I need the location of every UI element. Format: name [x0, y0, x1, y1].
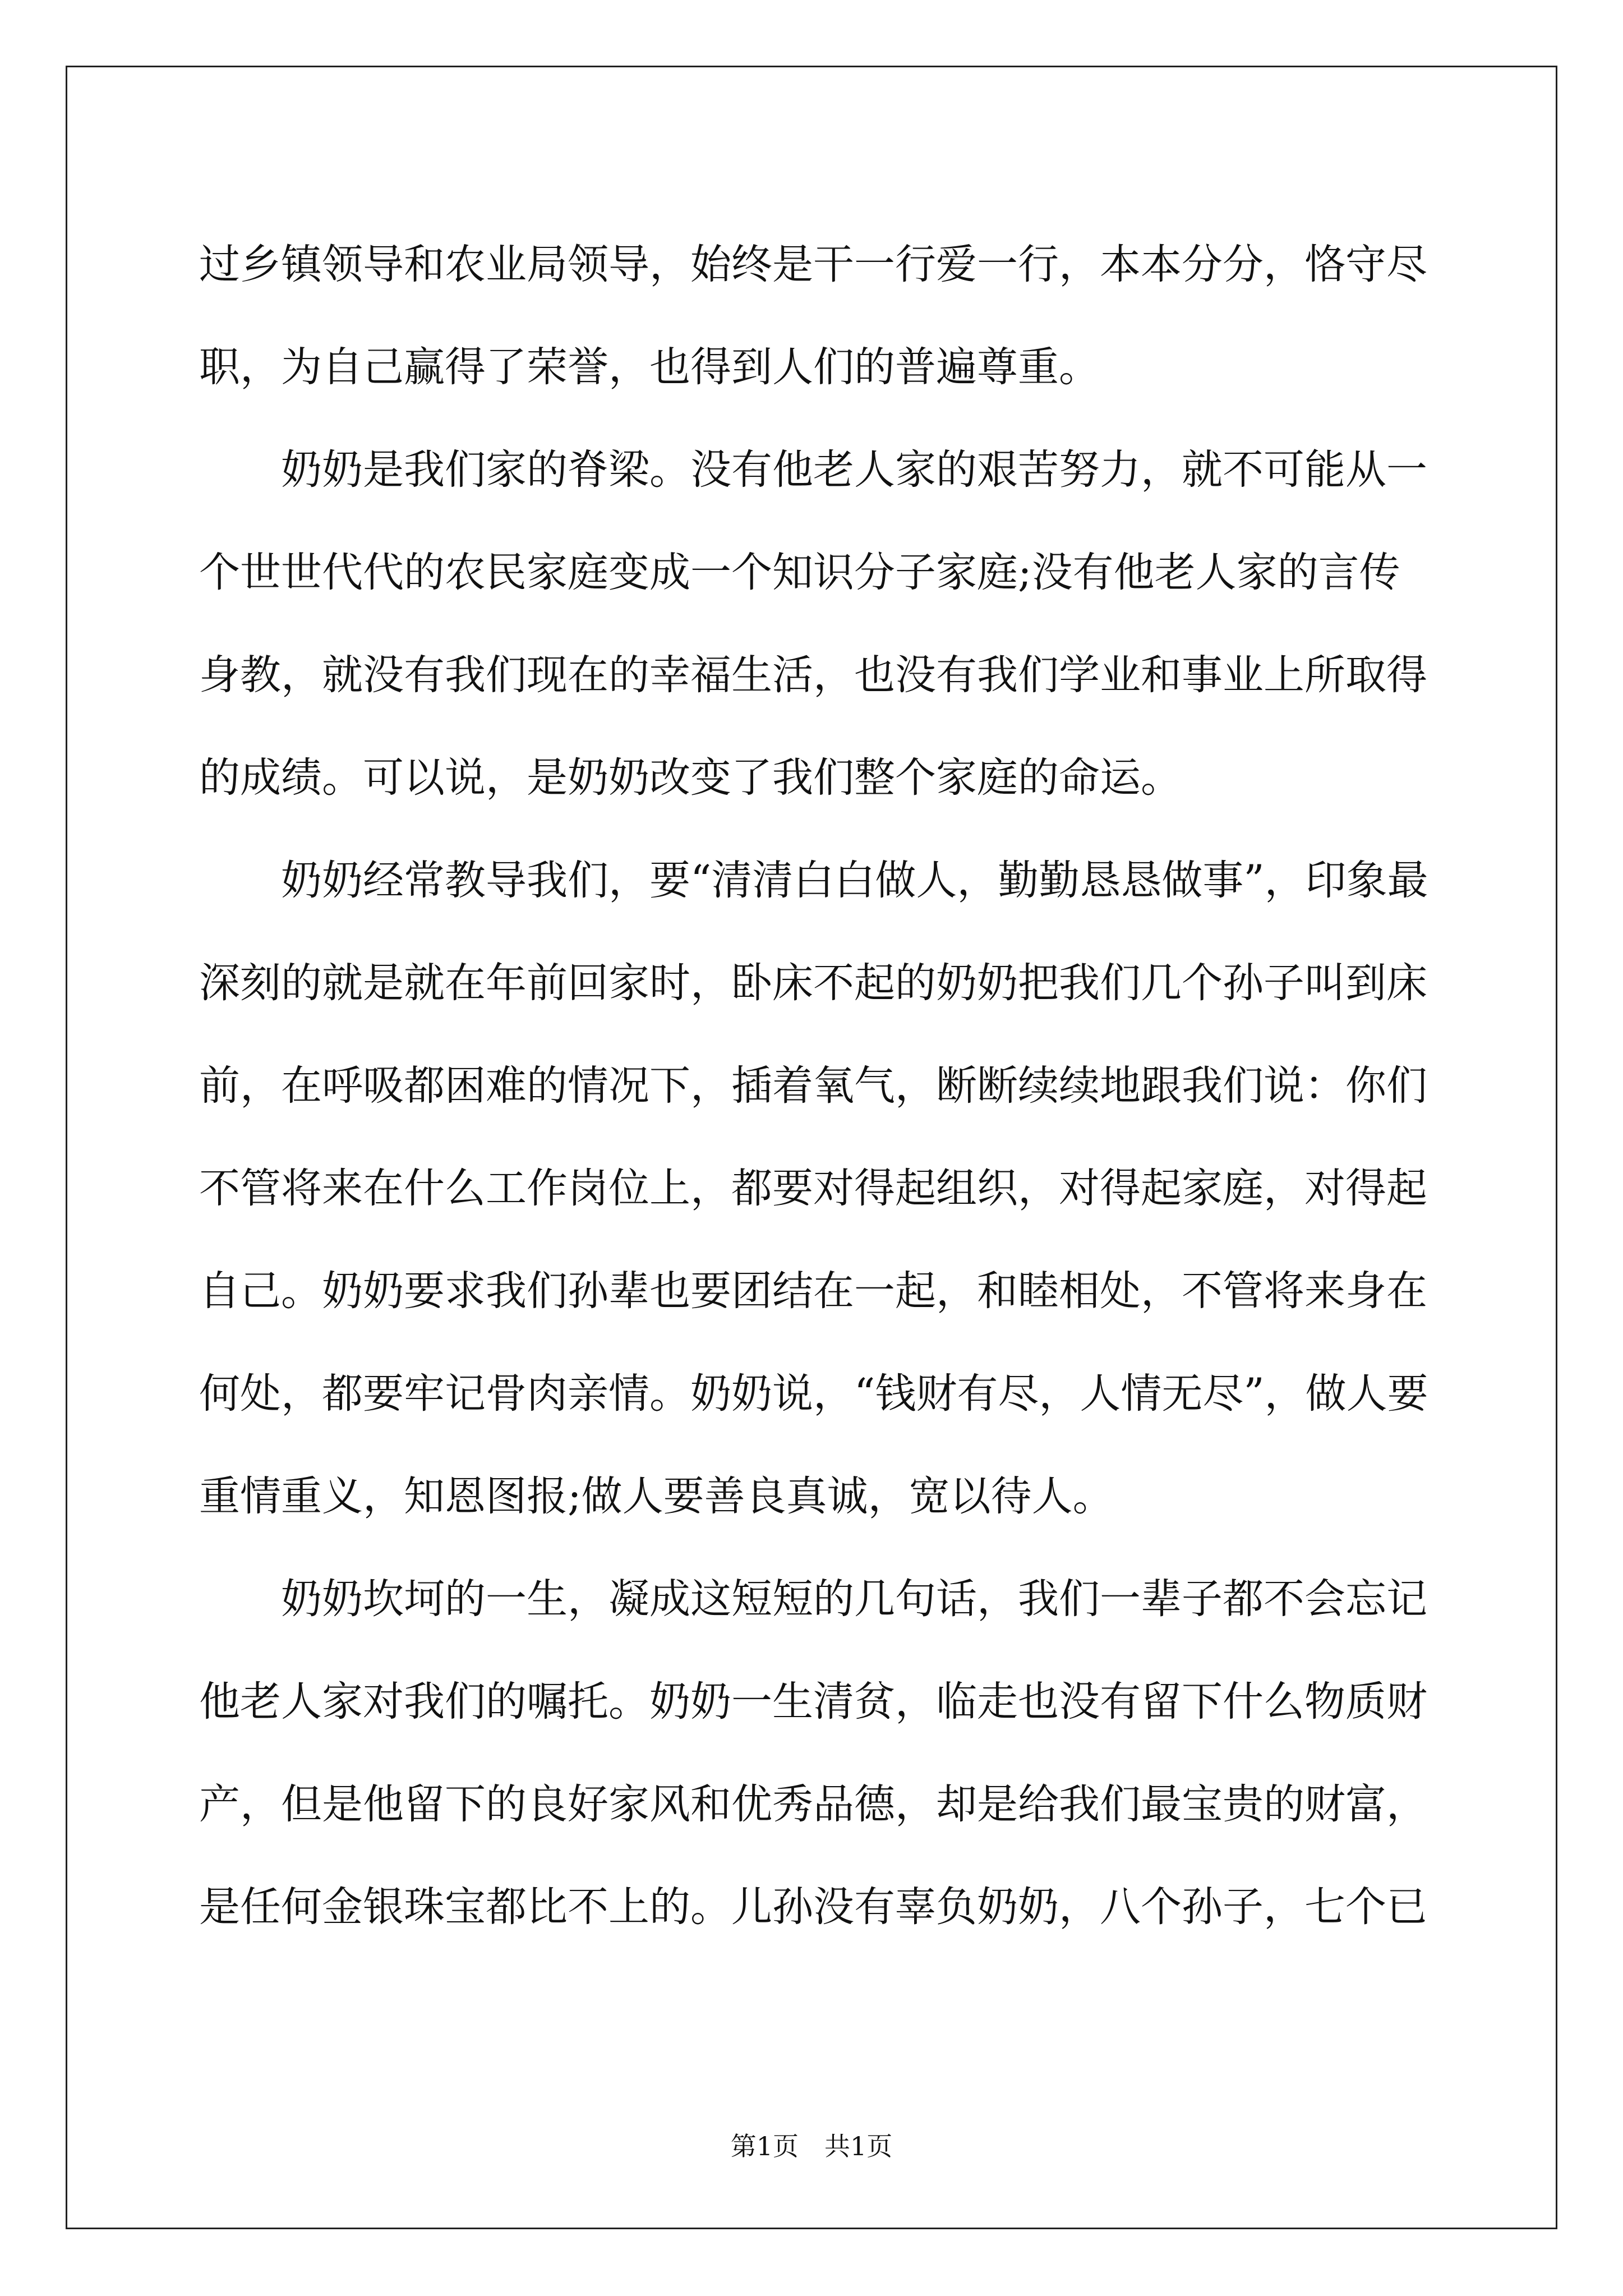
- document-body: [199, 213, 1433, 1958]
- text-line: 奶奶经常教导我们，要“清清白白做人，勤勤恳恳做事”，印象最: [199, 857, 1428, 904]
- text-line: 是任何金银珠宝都比不上的。儿孙没有辜负奶奶，八个孙子，七个已: [199, 1883, 1427, 1931]
- text-line: 重情重义，知恩图报;做人要善良真诚，宽以待人。: [199, 1473, 1114, 1520]
- text-line: 身教，就没有我们现在的幸福生活，也没有我们学业和事业上所取得: [199, 651, 1427, 699]
- text-line: 前，在呼吸都困难的情况下，插着氧气，断断续续地跟我们说：你们: [199, 1062, 1427, 1110]
- text-line: 过乡镇领导和农业局领导，始终是干一行爱一行，本本分分，恪守尽: [199, 241, 1427, 288]
- text-line: 不管将来在什么工作岗位上，都要对得起组织，对得起家庭，对得起: [199, 1165, 1427, 1212]
- text-line: 他老人家对我们的嘱托。奶奶一生清贫，临走也没有留下什么物质财: [199, 1678, 1427, 1726]
- text-line: 何处，都要牢记骨肉亲情。奶奶说，“钱财有尽，人情无尽”，做人要: [199, 1370, 1428, 1418]
- text-line: 自己。奶奶要求我们孙辈也要团结在一起，和睦相处，不管将来身在: [199, 1267, 1427, 1315]
- text-line: 职，为自己赢得了荣誉，也得到人们的普遍尊重。: [199, 343, 1100, 391]
- text-line: 产，但是他留下的良好家风和优秀品德，却是给我们最宝贵的财富，: [199, 1780, 1427, 1828]
- page-footer: 第1页 共1页: [730, 2131, 893, 2161]
- text-line: 奶奶是我们家的脊梁。没有他老人家的艰苦努力，就不可能从一: [199, 446, 1427, 494]
- text-line: 的成绩。可以说，是奶奶改变了我们整个家庭的命运。: [199, 754, 1182, 802]
- text-line: 奶奶坎坷的一生，凝成这短短的几句话，我们一辈子都不会忘记: [199, 1575, 1427, 1623]
- text-line: 深刻的就是就在年前回家时，卧床不起的奶奶把我们几个孙子叫到床: [199, 959, 1427, 1007]
- text-line: 个世世代代的农民家庭变成一个知识分子家庭;没有他老人家的言传: [199, 549, 1400, 596]
